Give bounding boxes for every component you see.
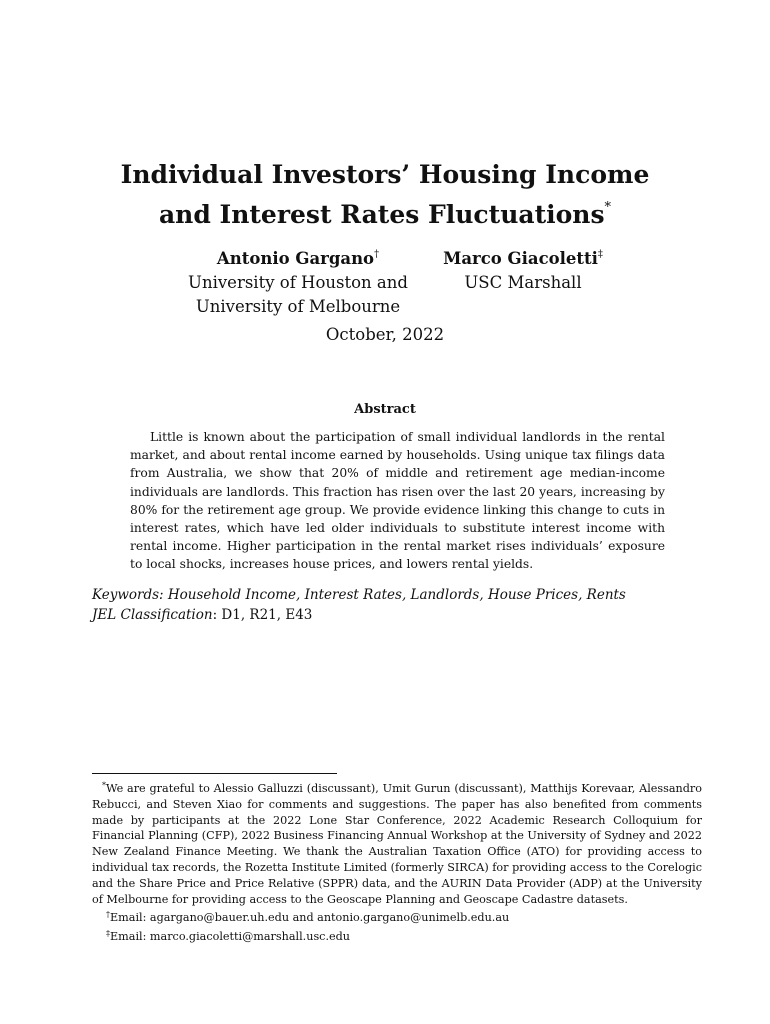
title-footnote-mark: * xyxy=(604,200,612,215)
footnotes xyxy=(92,778,702,945)
abstract-heading: Abstract xyxy=(354,402,416,417)
publication-date: October, 2022 xyxy=(325,325,445,344)
author-name: Marco Giacoletti xyxy=(443,249,598,268)
author-block-gargano xyxy=(180,243,416,319)
footnote-text: We are grateful to Alessio Galluzzi (discussant), Umit Gurun (discussant), Matthijs Korevaar, Alessandro Rebucci, and Steven Xiao for comments and suggestions. The paper has also benefited from comments made by participants at the 2022 Lone Star Conference, 2022 Academic Research Colloquium for Financial Planning (CFP), 2022 Business Financing Annual Workshop at the University of Sydney and 2022 New Zealand Finance Meeting. We thank the Australian Taxation Office (ATO) for providing access to individual tax records, the Rozetta Institute Limited (formerly SIRCA) for providing access to the Corelogic and the Share Price and Price Relative (SPPR) data, and the AURIN Data Provider (ADP) at the University of Melbourne for providing access to the Geoscape Planning and Geoscape Cadastre datasets. xyxy=(92,782,702,906)
footnote-text: Email: marco.giacoletti@marshall.usc.edu xyxy=(110,930,350,944)
author-affiliation: University of Melbourne xyxy=(195,297,401,316)
footnote-text: Email: agargano@bauer.uh.edu and antonio.gargano@unimelb.edu.au xyxy=(110,911,510,925)
jel-values: : D1, R21, E43 xyxy=(212,607,313,623)
author-block-giacoletti xyxy=(430,243,616,295)
author-footnote-mark: ‡ xyxy=(597,249,603,260)
footnote-email-gargano xyxy=(92,907,702,926)
author-footnote-mark: † xyxy=(374,249,380,260)
abstract-body: Little is known about the participation of small individual landlords in the rental market, and about rental income earned by households. Using unique tax filings data from Australia, we show that 20% of middle and retirement age median-income individuals are landlords. This fraction has risen over the last 20 years, increasing by 80% for the retirement age group. We provide evidence linking this change to cuts in interest rates, which have led older individuals to substitute interest income with rental income. Higher participation in the rental market rises individuals’ exposure to local shocks, increases house prices, and lowers rental yields. xyxy=(130,430,665,572)
footnote-mark: ‡ xyxy=(106,929,110,939)
author-affiliation: USC Marshall xyxy=(464,273,582,292)
author-affiliation: University of Houston and xyxy=(188,273,408,292)
footnote-acknowledgements xyxy=(92,778,702,907)
footnote-mark: † xyxy=(106,910,110,920)
footnote-mark: * xyxy=(102,781,106,790)
keywords-values: Household Income, Interest Rates, Landlords, House Prices, Rents xyxy=(167,587,626,603)
title-line-2-text: and Interest Rates Fluctuations xyxy=(158,200,605,229)
keywords-block xyxy=(92,585,712,625)
footnote-divider xyxy=(92,773,337,774)
paper-title xyxy=(0,158,770,231)
author-name: Antonio Gargano xyxy=(216,249,375,268)
title-line-1: Individual Investors’ Housing Income xyxy=(120,160,650,189)
title-line-2 xyxy=(0,191,770,231)
jel-label: JEL Classification xyxy=(92,607,213,623)
footnote-email-giacoletti xyxy=(92,926,702,945)
keywords-line xyxy=(92,585,712,605)
jel-line xyxy=(92,605,712,625)
keywords-label: Keywords: xyxy=(92,587,164,603)
